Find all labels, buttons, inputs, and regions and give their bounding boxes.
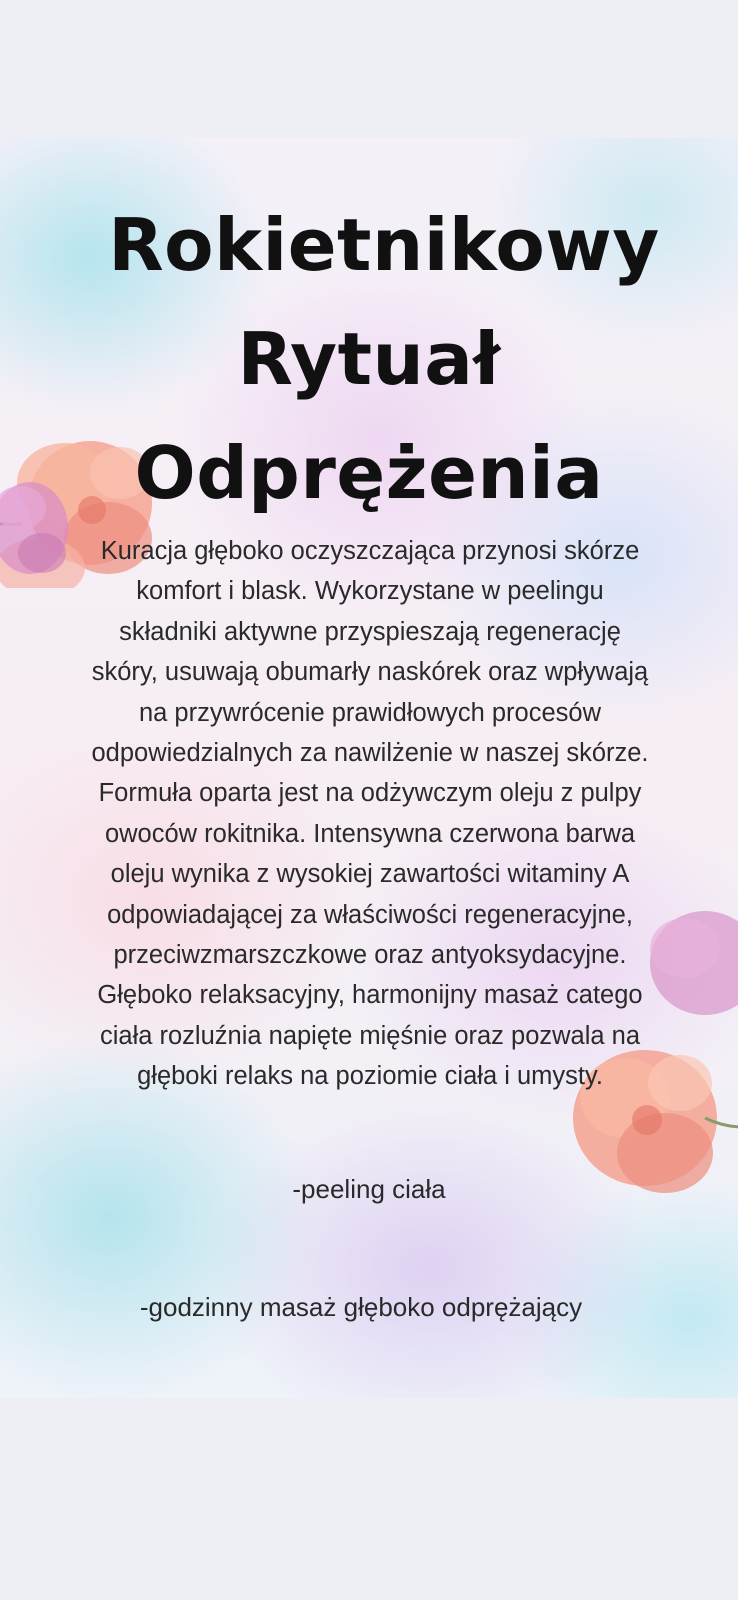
description-line: Formuła oparta jest na odżywczym oleju z pulpy	[98, 779, 642, 808]
poster-title	[0, 188, 738, 530]
description-line: odpowiadającej za właściwości regeneracyjne,	[107, 900, 633, 929]
description-line: oleju wynika z wysokiej zawartości witaminy A	[110, 860, 630, 889]
description-line: na przywrócenie prawidłowych procesów	[138, 698, 602, 727]
service-item-massage: -godzinny masaż głęboko odprężający	[139, 1292, 583, 1322]
description-paragraph	[20, 531, 720, 1097]
service-item-peeling: -peeling ciała	[292, 1174, 446, 1204]
description-line: owoców rokitnika. Intensywna czerwona barwa	[104, 819, 636, 848]
poster-image	[0, 138, 738, 1398]
title-line: Odprężenia	[134, 431, 604, 515]
description-line: odpowiedzialnych za nawilżenie w naszej skórze.	[91, 739, 649, 768]
bottom-margin	[0, 1398, 738, 1600]
title-line: Rokietnikowy	[108, 203, 660, 287]
description-line: głęboki relaks na poziomie ciała i umysty.	[137, 1062, 603, 1091]
description-line: składniki aktywne przyspieszają regenerację	[119, 617, 621, 646]
title-line: Rytuał	[237, 317, 501, 401]
description-line: Kuracja głęboko oczyszczająca przynosi skórze	[100, 537, 640, 565]
description-line: Głęboko relaksacyjny, harmonijny masaż catego	[97, 981, 643, 1010]
description-line: komfort i blask. Wykorzystane w peelingu	[136, 577, 604, 606]
description-line: skóry, usuwają obumarły naskórek oraz wpływają	[91, 658, 649, 687]
description-line: przeciwzmarszczkowe oraz antyoksydacyjne.	[113, 941, 627, 970]
description-line: ciała rozluźnia napięte mięśnie oraz pozwala na	[99, 1021, 641, 1050]
top-margin	[0, 0, 738, 138]
